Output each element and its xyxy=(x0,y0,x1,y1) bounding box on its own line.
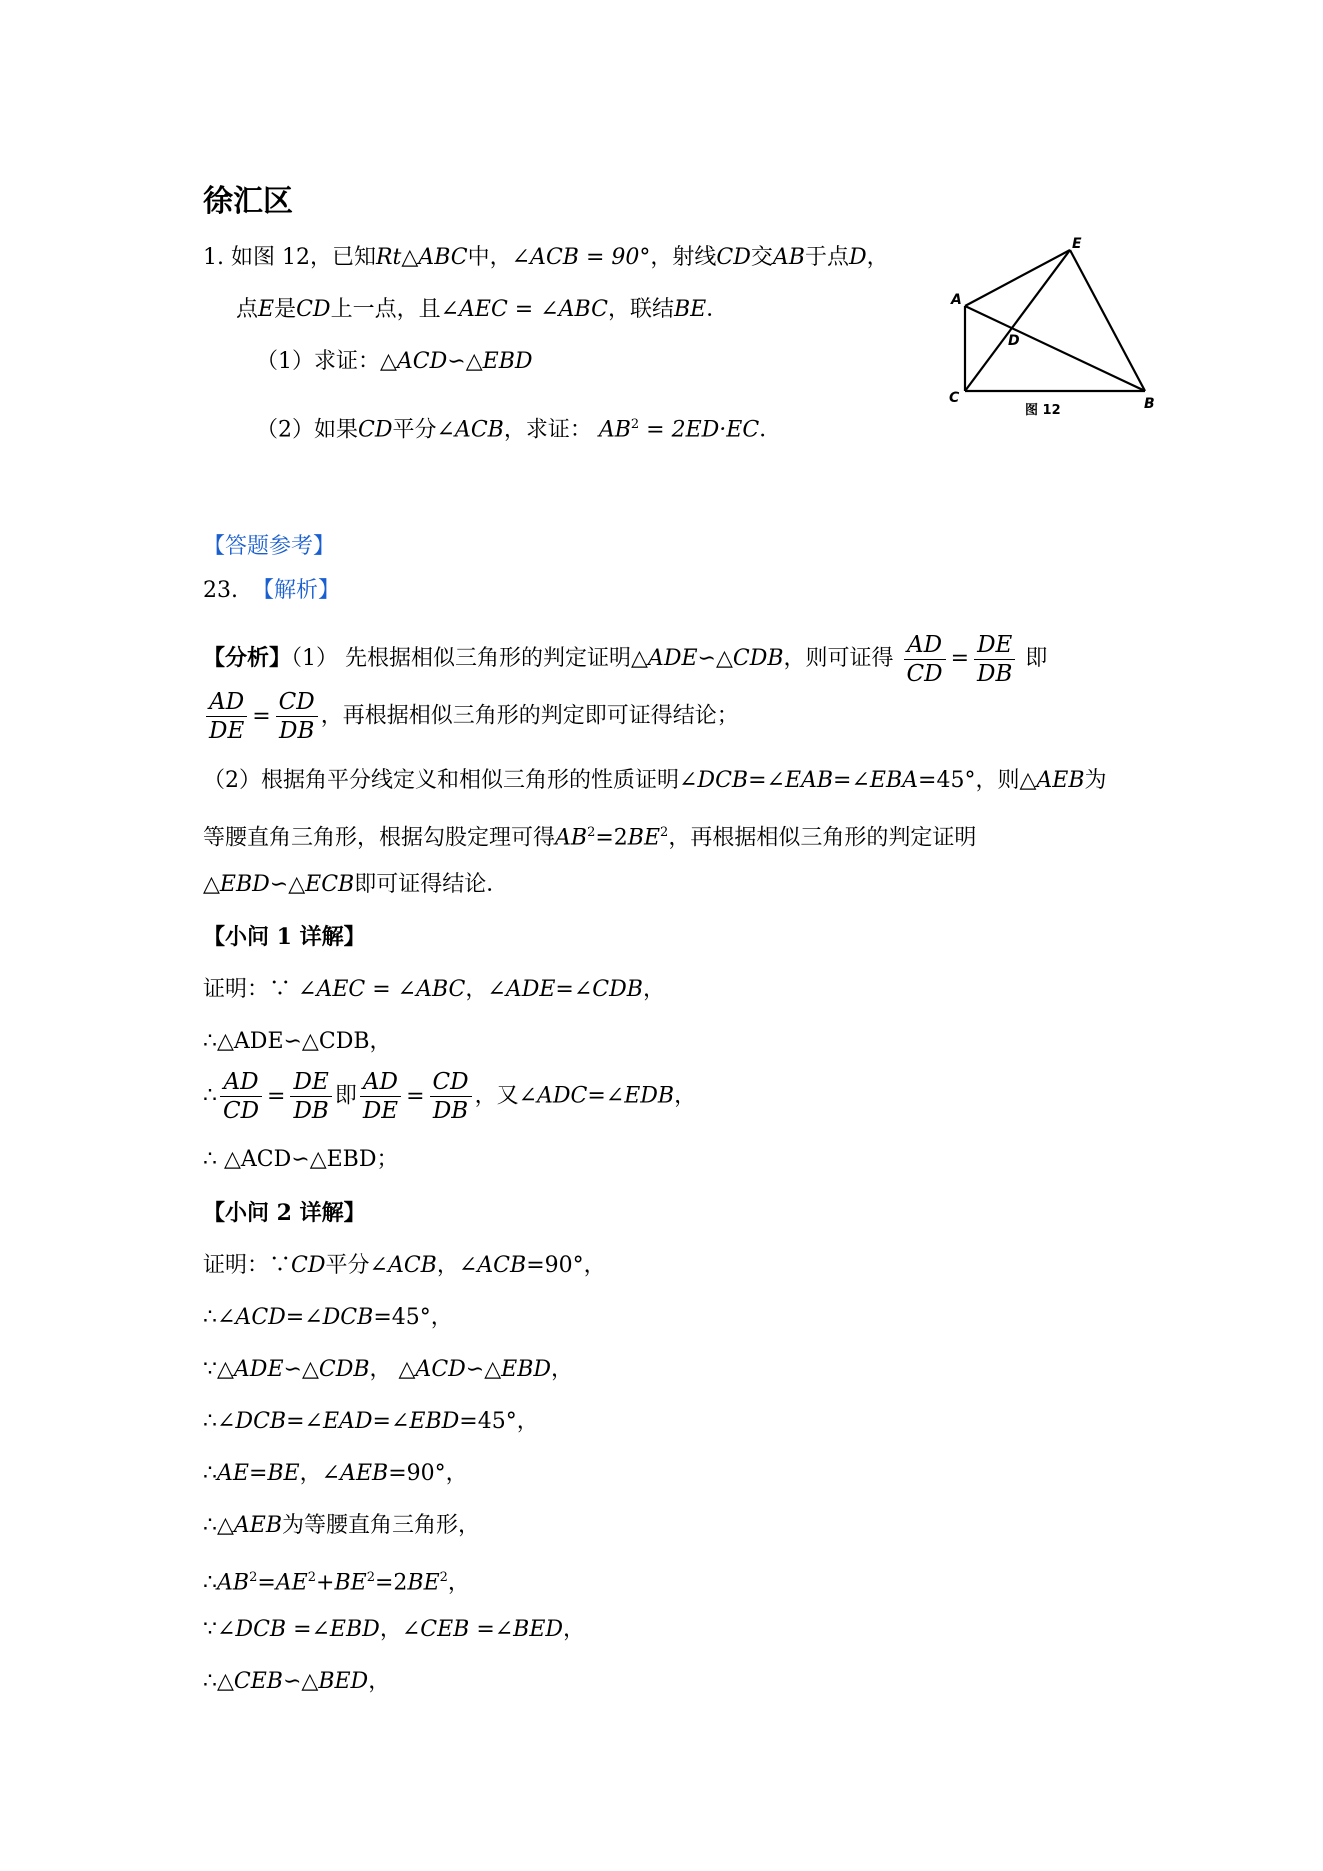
text: （1） 先根据相似三角形的判定证明 xyxy=(291,646,632,671)
denominator: DE xyxy=(362,1098,399,1124)
text: 1. 如图 12，已知 xyxy=(203,245,376,270)
numerator: DE xyxy=(290,1068,331,1097)
text: 证明：∵ xyxy=(203,977,292,1002)
text: 平分 xyxy=(325,1253,370,1278)
math: D xyxy=(848,245,867,270)
math: △AEB xyxy=(1019,768,1085,793)
math: AB xyxy=(772,245,805,270)
part2-line-9 xyxy=(203,1667,390,1697)
text: 上一点，且 xyxy=(330,297,441,322)
text: ，射线 xyxy=(650,245,717,270)
math: CD xyxy=(716,245,751,270)
text: ∴ xyxy=(203,1570,217,1596)
math: CD xyxy=(358,417,393,443)
text: ． xyxy=(759,417,782,443)
text: ，又 xyxy=(474,1083,519,1109)
fraction xyxy=(206,688,247,745)
label-B: B xyxy=(1144,396,1155,412)
numerator: CD xyxy=(276,688,318,717)
math: CD xyxy=(291,1253,326,1278)
text: 于点 xyxy=(804,245,849,270)
text: 平分 xyxy=(392,417,437,443)
text: 中， xyxy=(467,245,512,270)
analysis-tag: 【解析】 xyxy=(252,578,341,603)
part2-line-5 xyxy=(203,1459,468,1489)
text: ， xyxy=(299,1461,322,1486)
math: ∠ACB xyxy=(369,1253,437,1278)
math: △CEB∽△BED xyxy=(217,1669,369,1694)
part1-line-4: ∴ △ACD∽△EBD； xyxy=(203,1147,399,1172)
question-number: 23. xyxy=(203,578,238,603)
part1-line-2: ∴△ADE∽△CDB， xyxy=(203,1029,392,1054)
part2-line-4 xyxy=(203,1407,539,1437)
text: ∴ xyxy=(203,1461,217,1486)
text: 即 xyxy=(1025,646,1048,671)
math: CD xyxy=(296,297,331,322)
text: = xyxy=(257,1570,276,1596)
part1-heading: 【小问 1 详解】 xyxy=(203,924,366,950)
denominator: DB xyxy=(279,718,315,744)
superscript: 2 xyxy=(366,1570,375,1585)
math: AE xyxy=(275,1570,308,1596)
math: ∠AEC = ∠ABC xyxy=(440,297,608,322)
text: ∵ xyxy=(203,1617,217,1642)
text: ， xyxy=(436,1253,459,1278)
problem-line-2 xyxy=(236,295,728,325)
denominator: DB xyxy=(293,1098,329,1124)
denominator: DB xyxy=(432,1098,469,1124)
part2-line-2 xyxy=(203,1303,453,1333)
math: ∠AEB xyxy=(321,1461,389,1486)
denominator: DE xyxy=(209,718,245,744)
analysis-heading: 【分析】 xyxy=(203,645,292,671)
analysis-line-2: $\frac{AD}{DE}$ = $\frac{CD}{DB}$ ，再根据相似三角形的判定即可证得结论； xyxy=(203,688,739,745)
numerator: AD xyxy=(360,1068,401,1097)
text: ， xyxy=(563,1617,586,1642)
text: 交 xyxy=(750,245,773,270)
text: 即 xyxy=(334,1083,357,1109)
math: ∠DCB=∠EAB=∠EBA xyxy=(679,768,919,793)
fraction xyxy=(220,1068,262,1125)
text: ∴ xyxy=(203,1083,217,1109)
math: ∠DCB =∠EBD xyxy=(217,1617,380,1642)
denominator: CD xyxy=(906,660,943,687)
text: ， xyxy=(379,1617,402,1642)
math: △AEB xyxy=(217,1513,283,1538)
text: 为 xyxy=(1084,768,1107,793)
math: △EBD∽△ECB xyxy=(203,872,355,897)
fraction xyxy=(360,1068,401,1125)
math: ∠ACB xyxy=(436,417,504,443)
segment-AE xyxy=(965,250,1070,306)
numerator: AD xyxy=(904,631,946,660)
superscript: 2 xyxy=(249,1570,258,1585)
numerator: AD xyxy=(220,1068,262,1097)
text: ， xyxy=(642,977,665,1002)
math: ∠DCB=∠EAD=∠EBD xyxy=(217,1409,460,1434)
text: =2 xyxy=(595,825,628,851)
fraction xyxy=(276,688,318,745)
text: ， xyxy=(674,1083,697,1109)
fraction xyxy=(974,631,1015,688)
text: 是 xyxy=(274,297,297,322)
text: =45°， xyxy=(373,1305,453,1330)
fraction xyxy=(904,631,946,688)
superscript: 2 xyxy=(439,1570,448,1585)
text: ，联结 xyxy=(607,297,674,322)
numerator: AD xyxy=(206,688,247,717)
text: ， xyxy=(368,1669,391,1694)
problem-line-1 xyxy=(203,243,889,273)
math: = 2ED·EC xyxy=(639,417,760,443)
label-A: A xyxy=(951,292,962,308)
part2-line-8 xyxy=(203,1615,585,1645)
superscript: 2 xyxy=(587,825,596,840)
text: ∵ xyxy=(203,1357,217,1382)
math: △ACD∽△EBD xyxy=(398,1357,552,1382)
text: ，则可证得 xyxy=(783,646,894,671)
fraction xyxy=(290,1068,331,1125)
math: ∠AEC = ∠ABC xyxy=(298,977,466,1002)
math: BE xyxy=(673,297,707,322)
numerator: DE xyxy=(974,631,1015,660)
superscript: 2 xyxy=(660,825,669,840)
analysis-line-3 xyxy=(203,766,1107,796)
answer-number-line xyxy=(203,576,340,606)
math: AB xyxy=(598,417,631,443)
math: ∠ADC=∠EDB xyxy=(518,1083,675,1109)
math: △ACD∽△EBD xyxy=(380,349,533,374)
math: AE=BE xyxy=(217,1461,300,1486)
math: ∠ACD=∠DCB xyxy=(217,1305,374,1330)
text: ∴ xyxy=(203,1409,217,1434)
math: ∠ACB = 90° xyxy=(511,245,651,270)
denominator: CD xyxy=(223,1098,260,1124)
fraction xyxy=(430,1068,472,1125)
text: ． xyxy=(706,297,729,322)
math: Rt△ABC xyxy=(375,245,468,270)
math: ∠CEB =∠BED xyxy=(401,1617,564,1642)
analysis-line-5 xyxy=(203,870,508,900)
text: =45°，则 xyxy=(918,768,1020,793)
text: ， xyxy=(465,977,488,1002)
figure-caption: 图 12 xyxy=(1025,403,1061,418)
text: 等腰直角三角形，根据勾股定理可得 xyxy=(203,825,556,851)
answer-reference-heading: 【答题参考】 xyxy=(203,534,336,559)
math: E xyxy=(258,297,275,322)
math: BE xyxy=(407,1570,440,1596)
text: ， xyxy=(447,1570,470,1596)
text: ∴ xyxy=(203,1305,217,1330)
segment-CE xyxy=(965,250,1070,391)
question-1 xyxy=(256,347,533,377)
part2-heading: 【小问 2 详解】 xyxy=(203,1200,366,1226)
text: 即可证得结论． xyxy=(354,872,509,897)
part1-line-1 xyxy=(203,975,665,1005)
numerator: CD xyxy=(430,1068,472,1097)
text: 证明：∵ xyxy=(203,1253,292,1278)
part2-line-6 xyxy=(203,1511,480,1541)
denominator: DB xyxy=(977,660,1013,687)
text: =45°， xyxy=(459,1409,539,1434)
text: =90°， xyxy=(388,1461,468,1486)
math: ∠ACB xyxy=(458,1253,527,1278)
math: BE xyxy=(334,1570,367,1596)
math: △ADE∽△CDB xyxy=(217,1357,370,1382)
text: ∴ xyxy=(203,1669,217,1694)
text: ，再根据相似三角形的判定证明 xyxy=(668,825,977,851)
label-E: E xyxy=(1072,236,1082,252)
math: AB xyxy=(555,825,588,851)
text: ， xyxy=(369,1357,392,1382)
question-2 xyxy=(256,410,781,445)
label-C: C xyxy=(949,390,960,406)
text: ， xyxy=(866,245,889,270)
segment-EB xyxy=(1070,250,1145,391)
math: ∠ADE=∠CDB xyxy=(487,977,643,1002)
text: （1）求证： xyxy=(256,349,380,374)
part2-line-1 xyxy=(203,1251,606,1281)
math: △ADE∽△CDB xyxy=(631,646,784,671)
text: ∴ xyxy=(203,1513,217,1538)
text: =2 xyxy=(374,1570,408,1596)
superscript: 2 xyxy=(630,417,640,432)
text: + xyxy=(316,1570,335,1596)
analysis-line-1: 【分析】（1） 先根据相似三角形的判定证明△ADE∽△CDB，则可证得 $\frac{AD}{CD}$ = $\frac{DE}{DB}$ 即 xyxy=(203,631,1048,687)
text: ，求证： xyxy=(503,417,592,443)
text: ，再根据相似三角形的判定即可证得结论； xyxy=(320,703,739,729)
label-D: D xyxy=(1008,333,1020,349)
text: 为等腰直角三角形， xyxy=(282,1513,481,1538)
analysis-line-4 xyxy=(203,818,976,853)
text: ， xyxy=(551,1357,574,1382)
text: （2）如果 xyxy=(256,417,358,443)
part2-line-3 xyxy=(203,1355,573,1385)
math: AB xyxy=(217,1570,250,1596)
text: （2）根据角平分线定义和相似三角形的性质证明 xyxy=(203,768,679,793)
math: BE xyxy=(627,825,661,851)
page-title: 徐汇区 xyxy=(203,184,293,219)
text: 点 xyxy=(236,297,259,322)
segment-AB xyxy=(965,306,1145,391)
part1-line-3: ∴ $\frac{AD}{CD}$ = $\frac{DE}{DB}$ 即 $\frac{AD}{DE}$ = $\frac{CD}{DB}$ ，又∠ADC=∠EDB， xyxy=(203,1069,697,1124)
text: =90°， xyxy=(526,1253,606,1278)
part2-line-7 xyxy=(203,1563,470,1598)
superscript: 2 xyxy=(307,1570,317,1585)
figure-12 xyxy=(945,236,1175,421)
